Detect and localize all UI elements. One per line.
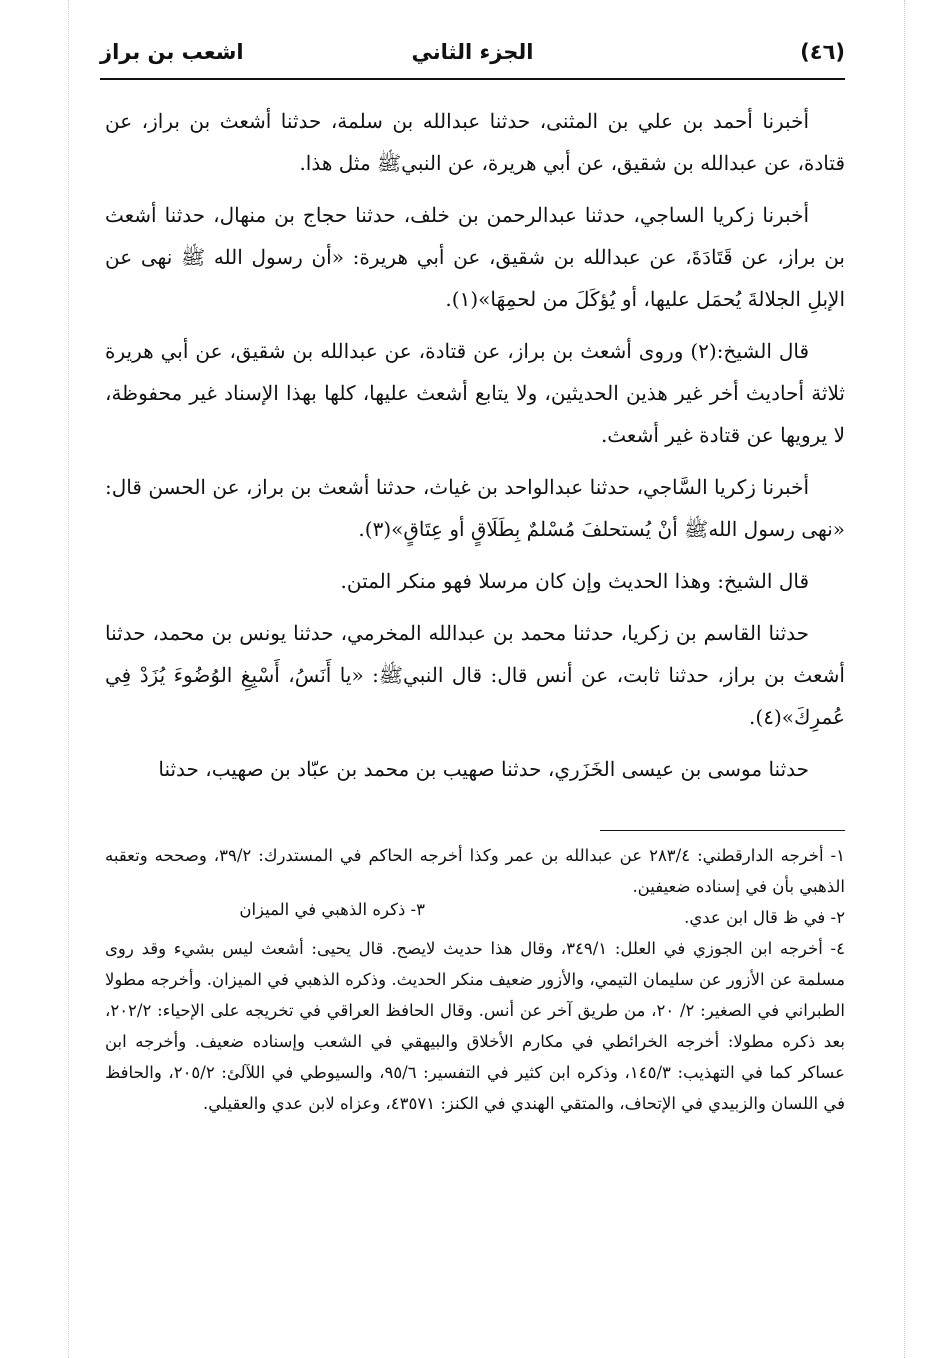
page-edge-line (68, 0, 69, 1358)
paragraph: قال الشيخ: وهذا الحديث وإن كان مرسلا فهو منكر المتن. (340, 569, 809, 593)
footnote-separator (600, 830, 845, 831)
footnotes (105, 840, 845, 1119)
page-header (100, 36, 845, 80)
running-title: اشعب بن براز (100, 40, 244, 64)
page-number: (٤٦) (800, 40, 845, 64)
paragraph: أخبرنا أحمد بن علي بن المثنى، حدثنا عبدالله بن سلمة، حدثنا أشعث بن براز، عن قتادة، عن عبدالله بن شقيق، عن أبي هريرة، عن النبيﷺ مثل هذا. (105, 109, 845, 175)
page-edge-line (904, 0, 905, 1358)
paragraph: حدثنا موسى بن عيسى الخَزَري، حدثنا صهيب بن محمد بن عبّاد بن صهيب، حدثنا (158, 757, 809, 781)
chapter-title: الجزء الثاني (411, 40, 534, 64)
header-rule (100, 78, 845, 80)
paragraph: قال الشيخ:(٢) وروى أشعث بن براز، عن قتادة، عن عبدالله بن شقيق، عن أبي هريرة ثلاثة أحاديث أخر غير هذين الحديثين، ولا يتابع أشعث عليها، كلها بهذا الإسناد غير محفوظة، لا يرويها عن قتادة غير أشعث. (105, 339, 845, 447)
main-text (105, 100, 845, 800)
paragraph: أخبرنا زكريا السَّاجي، حدثنا عبدالواحد بن غياث، حدثنا أشعث بن براز، عن الحسن قال: «نهى رسول اللهﷺ أنْ يُستحلفَ مُسْلمٌ بِطَلَاقٍ أو عِتَاقٍ»(٣). (105, 475, 845, 541)
paragraph: أخبرنا زكريا الساجي، حدثنا عبدالرحمن بن خلف، حدثنا حجاج بن منهال، حدثنا أشعث بن براز، عن قَتَادَةَ، عن عبدالله بن شقيق، عن أبي هريرة: «أن رسول الله ﷺ نهى عن الإبلِ الجلالةَ يُحمَل عليها، أو يُؤكَلَ من لحمِهَا»(١). (105, 203, 845, 311)
footnote-1: ١- أخرجه الدارقطني: ٢٨٣/٤ عن عبدالله بن عمر وكذا أخرجه الحاكم في المستدرك: ٣٩/٢، وصححه وتعقبه الذهبي بأن في إسناده ضعيفين. (105, 846, 845, 896)
footnote-4: ٤- أخرجه ابن الجوزي في العلل: ٣٤٩/١، وقال هذا حديث لايصح. قال يحيى: أشعث ليس بشيء وقد روى مسلمة عن الأزور عن سليمان التيمي، والأزور ضعيف منكر الحديث. وذكره الذهبي في الميزان. وأخرجه مطولا الطبراني في الصغير: ٢/ ٢٠، من طريق آخر عن أنس. وقال الحافظ العراقي في تخريجه على الإحياء: ٢٠٢/٢، بعد ذكره مطولا: أخرجه الخرائطي في مكارم الأخلاق والبيهقي في الشعب وإسناده ضعيف. وأخرجه ابن عساكر كما في التهذيب: ١٤٥/٣، وذكره ابن كثير في التفسير: ٩٥/٦، والسيوطي في اللآلئ: ٢٠٥/٢، والحافظ في اللسان والزبيدي في الإتحاف، والمتقي الهندي في الكنز: ٤٣٥٧١، وعزاه لابن عدي والعقيلي. (105, 939, 846, 1113)
paragraph: حدثنا القاسم بن زكريا، حدثنا محمد بن عبدالله المخرمي، حدثنا يونس بن محمد، حدثنا أشعث بن براز، حدثنا ثابت، عن أنس قال: قال النبيﷺ: «يا أَنَسُ، أَسْبِغِ الوُضُوءَ يُزَدْ فِي عُمرِكَ»(٤). (105, 621, 845, 729)
footnote-3: ٣- ذكره الذهبي في الميزان (239, 900, 425, 919)
footnote-row (105, 902, 845, 933)
footnote-2: ٢- في ظ قال ابن عدي. (684, 908, 845, 927)
